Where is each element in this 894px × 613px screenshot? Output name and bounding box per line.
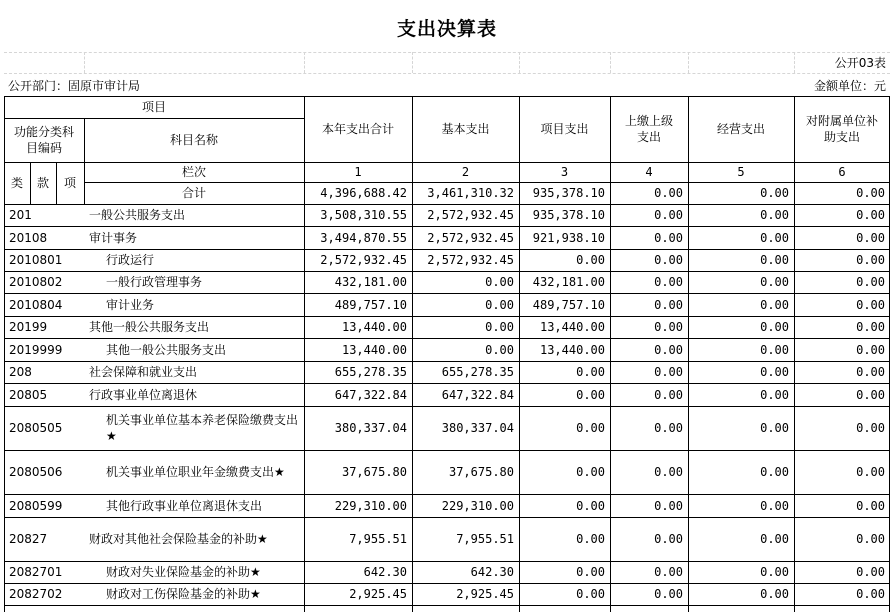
row-value-5: 0.00 [760,253,789,267]
total-value-3: 935,378.10 [532,186,605,200]
row-code: 2010801 [9,253,63,267]
col-no-6: 6 [838,165,846,179]
row-subject-name: 财政对其他社会保险基金的补助★ [89,532,268,546]
row-value-4: 0.00 [654,297,683,312]
row-subject-name: 一般公共服务支出 [89,208,186,222]
row-value-6: 0.00 [856,275,885,289]
row-value-2: 37,675.80 [448,465,514,479]
row-value-4: 0.00 [654,253,683,267]
row-value-5: 0.00 [760,208,789,222]
row-value-2: 642.30 [470,565,514,579]
header-lei: 类 [10,176,23,190]
row-subject-name: 其他行政事业单位离退休支出 [106,498,263,513]
col-no-3: 3 [560,165,569,179]
row-code: 2080506 [9,465,63,479]
row-value-2: 380,337.04 [441,421,514,435]
row-value-5: 0.00 [760,230,789,245]
row-value-6: 0.00 [856,421,885,435]
row-value-3: 0.00 [576,253,605,267]
row-value-6: 0.00 [856,587,885,601]
sheet-gridline [794,52,795,73]
row-value-3: 0.00 [576,565,605,579]
header-col-total: 本年支出合计 [321,122,394,136]
col-no-4: 4 [645,165,653,179]
row-code: 2082702 [9,587,63,601]
total-value-2: 3,461,310.32 [427,186,514,200]
row-value-4: 0.00 [654,421,683,435]
row-value-1: 13,440.00 [341,342,407,357]
row-value-4: 0.00 [654,465,683,479]
row-value-5: 0.00 [760,498,789,513]
row-value-1: 2,572,932.45 [320,253,407,267]
total-value-6: 0.00 [856,186,885,200]
row-value-6: 0.00 [856,230,885,245]
row-value-2: 0.00 [485,297,514,312]
row-value-5: 0.00 [760,565,789,579]
row-value-3: 0.00 [576,465,605,479]
row-code: 2019999 [9,342,63,357]
header-col-operating: 经营支出 [716,122,765,136]
row-value-2: 2,572,932.45 [427,253,514,267]
header-subject-name: 科目名称 [169,133,218,147]
row-subject-name: 财政对失业保险基金的补助★ [106,565,261,579]
row-value-2: 0.00 [485,342,514,357]
row-value-3: 0.00 [576,365,605,379]
row-value-5: 0.00 [760,532,789,546]
row-value-2: 229,310.00 [441,498,514,513]
row-code: 201 [9,208,32,222]
row-code: 20805 [9,387,48,402]
sheet-gridline [4,73,890,74]
row-value-4: 0.00 [654,230,683,245]
row-value-6: 0.00 [856,387,885,402]
row-code: 20108 [9,230,48,245]
row-value-5: 0.00 [760,465,789,479]
row-value-1: 3,494,870.55 [320,230,407,245]
row-value-1: 13,440.00 [341,320,407,334]
total-value-4: 0.00 [654,186,683,200]
row-value-1: 37,675.80 [341,465,407,479]
col-no-2: 2 [461,165,470,179]
row-code: 2080599 [9,498,63,513]
header-col-basic: 基本支出 [441,122,490,136]
row-value-6: 0.00 [856,565,885,579]
row-value-1: 229,310.00 [334,498,407,513]
header-func-code: 功能分类科目编码 [13,125,74,155]
row-value-3: 0.00 [576,387,605,402]
row-value-4: 0.00 [654,342,683,357]
row-value-3: 432,181.00 [532,275,605,289]
row-value-3: 935,378.10 [532,208,605,222]
row-value-3: 13,440.00 [539,320,605,334]
row-code: 2010802 [9,275,63,289]
row-value-2: 0.00 [485,275,514,289]
total-value-5: 0.00 [760,186,789,200]
row-subject-name: 其他一般公共服务支出 [106,342,227,357]
row-value-3: 489,757.10 [532,297,605,312]
row-value-2: 0.00 [485,320,514,334]
row-value-5: 0.00 [760,421,789,435]
row-subject-name: 社会保障和就业支出 [89,365,198,379]
row-subject-name: 行政事业单位离退休 [89,387,198,402]
row-value-6: 0.00 [856,498,885,513]
row-code: 20827 [9,532,48,546]
header-col-project: 项目支出 [540,122,589,136]
row-value-5: 0.00 [760,275,789,289]
row-value-1: 7,955.51 [349,532,407,546]
row-subject-name: 一般行政管理事务 [106,275,203,289]
header-kuan: 款 [36,176,49,190]
total-label: 合计 [181,186,206,200]
row-value-6: 0.00 [856,365,885,379]
header-project: 项目 [141,100,166,114]
row-value-3: 0.00 [576,587,605,601]
page-title: 支出决算表 [396,18,497,40]
row-value-5: 0.00 [760,342,789,357]
row-value-4: 0.00 [654,387,683,402]
row-subject-name: 其他一般公共服务支出 [89,320,210,334]
row-value-4: 0.00 [654,498,683,513]
row-value-5: 0.00 [760,587,789,601]
row-subject-name: 审计业务 [106,297,155,312]
header-col-upper: 上缴上级支出 [624,114,673,144]
row-subject-name: 财政对工伤保险基金的补助★ [106,587,261,601]
row-value-4: 0.00 [654,587,683,601]
row-value-3: 921,938.10 [532,230,605,245]
row-value-2: 647,322.84 [441,387,514,402]
row-value-1: 655,278.35 [334,365,407,379]
row-value-5: 0.00 [760,365,789,379]
row-subject-name: 机关事业单位职业年金缴费支出★ [106,465,285,479]
row-value-1: 489,757.10 [334,297,407,312]
row-subject-name: 审计事务 [89,230,138,245]
row-value-6: 0.00 [856,253,885,267]
sheet-gridline [84,52,85,73]
row-value-1: 380,337.04 [334,421,407,435]
row-value-1: 3,508,310.55 [320,208,407,222]
row-value-4: 0.00 [654,565,683,579]
row-value-1: 642.30 [363,565,407,579]
row-value-2: 655,278.35 [441,365,514,379]
row-value-6: 0.00 [856,208,885,222]
row-value-3: 0.00 [576,421,605,435]
sheet-gridline [304,52,305,73]
sheet-gridline [4,52,890,53]
row-value-1: 2,925.45 [349,587,407,601]
row-value-4: 0.00 [654,532,683,546]
row-value-5: 0.00 [760,387,789,402]
row-code: 2010804 [9,297,63,312]
sheet-gridline [610,52,611,73]
row-value-6: 0.00 [856,465,885,479]
total-value-1: 4,396,688.42 [320,186,407,200]
sheet-gridline [412,52,413,73]
row-value-2: 2,925.45 [456,587,514,601]
row-value-3: 13,440.00 [539,342,605,357]
row-value-6: 0.00 [856,320,885,334]
row-value-6: 0.00 [856,297,885,312]
sheet-gridline [519,52,520,73]
row-value-4: 0.00 [654,365,683,379]
row-value-4: 0.00 [654,320,683,334]
department-label: 公开部门：固原市审计局 [8,79,141,93]
row-value-2: 2,572,932.45 [427,230,514,245]
row-value-5: 0.00 [760,297,789,312]
row-value-3: 0.00 [576,532,605,546]
form-number: 公开03表 [834,56,886,70]
row-value-6: 0.00 [856,342,885,357]
header-xiang: 项 [63,176,76,190]
row-code: 2080505 [9,421,63,435]
row-value-4: 0.00 [654,275,683,289]
row-code: 2082701 [9,565,63,579]
row-value-4: 0.00 [654,208,683,222]
row-subject-name: 机关事业单位基本养老保险缴费支出★ [106,413,299,443]
row-value-1: 647,322.84 [334,387,407,402]
row-value-6: 0.00 [856,532,885,546]
row-value-2: 7,955.51 [456,532,514,546]
row-value-3: 0.00 [576,498,605,513]
header-col-subsidy: 对附属单位补助支出 [805,114,878,144]
row-value-2: 2,572,932.45 [427,208,514,222]
row-subject-name: 行政运行 [106,253,155,267]
row-code: 20199 [9,320,48,334]
col-no-5: 5 [737,165,745,179]
col-no-1: 1 [354,165,362,179]
row-value-1: 432,181.00 [334,275,407,289]
row-value-5: 0.00 [760,320,789,334]
unit-label: 金额单位：元 [813,79,886,93]
sheet-gridline [688,52,689,73]
expenditure-table [4,96,890,612]
header-lanci: 栏次 [181,165,206,179]
row-code: 208 [9,365,32,379]
